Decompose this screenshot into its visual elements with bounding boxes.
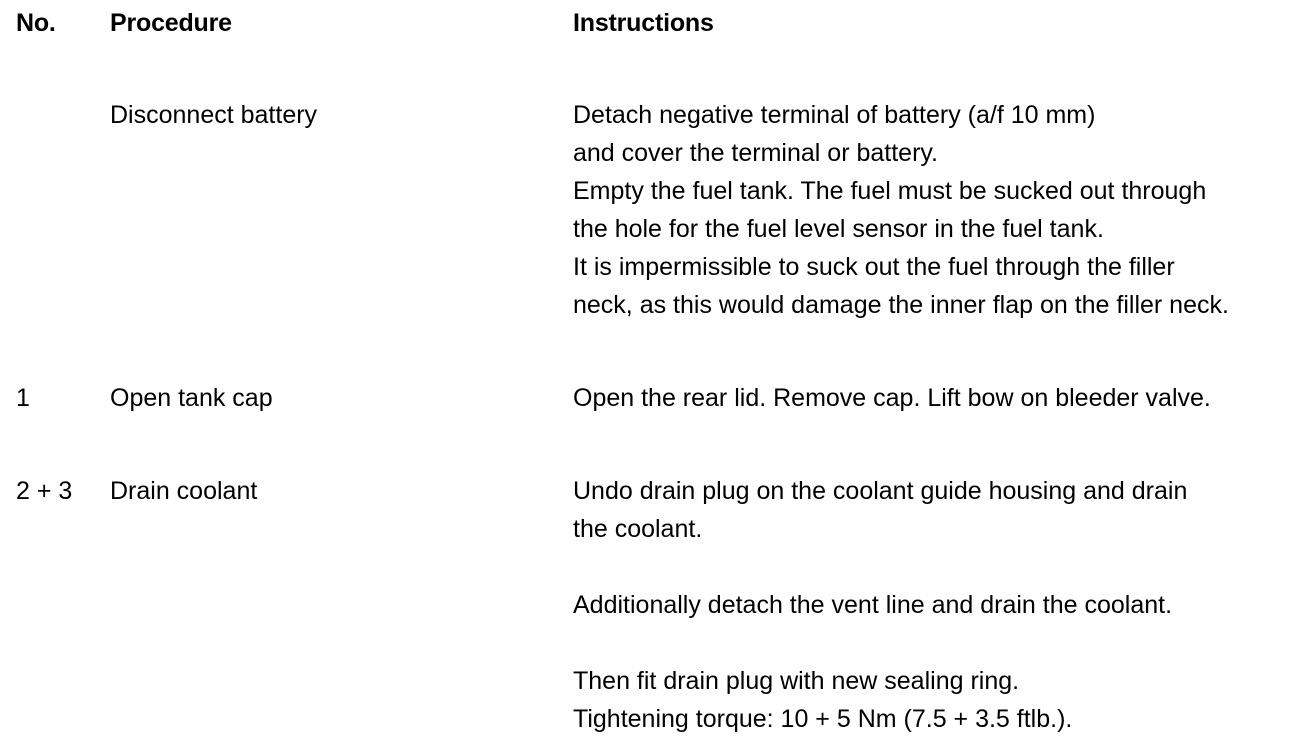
row-instructions — [573, 379, 1303, 417]
header-no: No. — [16, 9, 56, 37]
row-instructions — [573, 472, 1303, 738]
instruction-line: the coolant. — [573, 515, 703, 543]
instruction-line: Undo drain plug on the coolant guide housing and drain — [573, 477, 1188, 505]
instruction-line: the hole for the fuel level sensor in the fuel tank. — [573, 215, 1104, 243]
row-procedure: Open tank cap — [110, 384, 273, 412]
instruction-line: Then fit drain plug with new sealing ring. — [573, 667, 1020, 695]
instruction-line: It is impermissible to suck out the fuel through the filler — [573, 253, 1175, 281]
instruction-line: Empty the fuel tank. The fuel must be sucked out through — [573, 177, 1207, 205]
instruction-line: Tightening torque: 10 + 5 Nm (7.5 + 3.5 ftlb.). — [573, 705, 1073, 733]
header-procedure: Procedure — [110, 9, 232, 37]
row-procedure: Disconnect battery — [110, 101, 318, 129]
row-procedure: Drain coolant — [110, 477, 258, 505]
instruction-line: and cover the terminal or battery. — [573, 139, 938, 167]
row-instructions — [573, 96, 1303, 324]
instruction-line: Open the rear lid. Remove cap. Lift bow on bleeder valve. — [573, 384, 1211, 412]
instruction-line: Additionally detach the vent line and drain the coolant. — [573, 591, 1173, 619]
header-instructions: Instructions — [573, 9, 714, 37]
instruction-line: Detach negative terminal of battery (a/f 10 mm) — [573, 101, 1096, 129]
row-number: 2 + 3 — [16, 477, 73, 505]
instruction-line: neck, as this would damage the inner flap on the filler neck. — [573, 291, 1229, 319]
row-number: 1 — [16, 384, 30, 412]
